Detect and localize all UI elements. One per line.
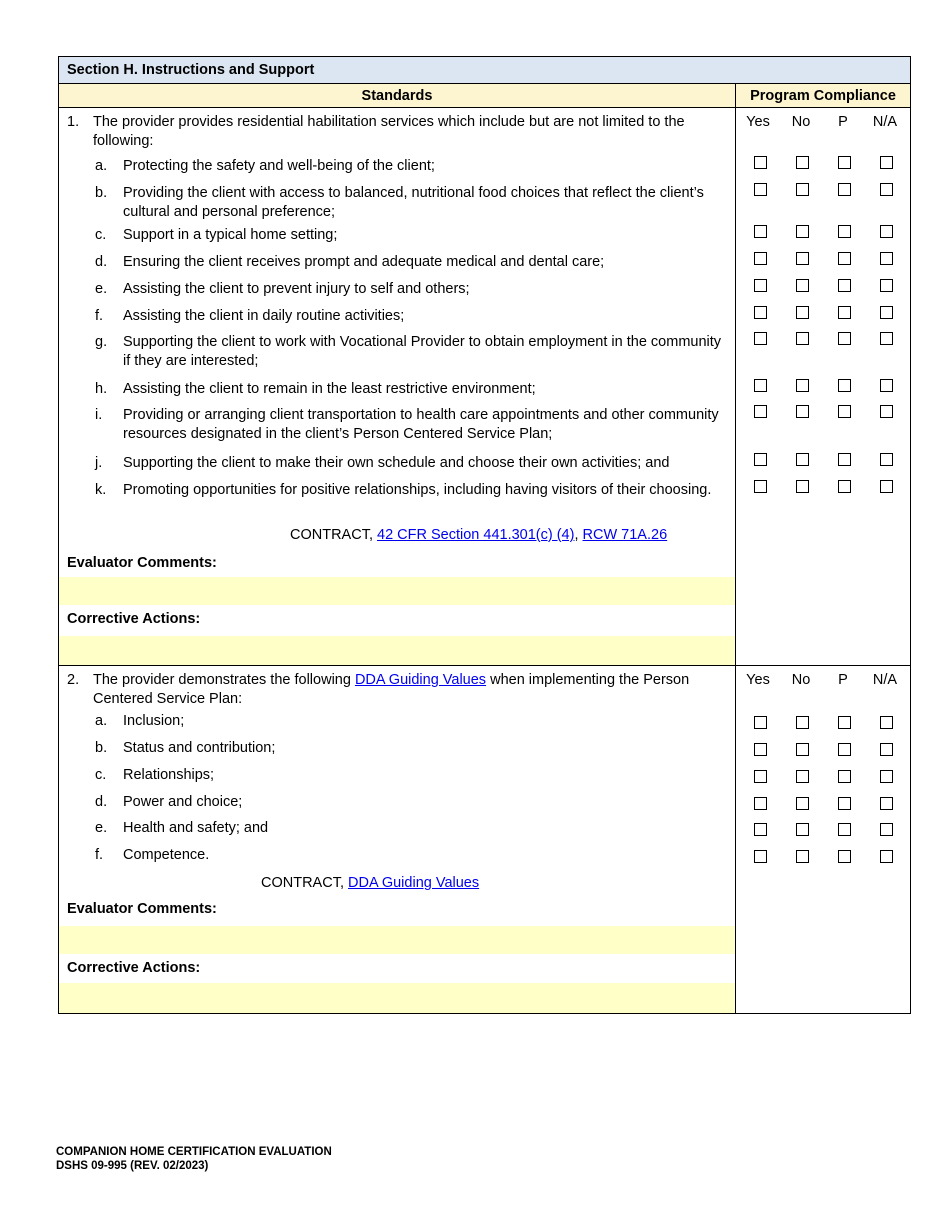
checkbox-no[interactable]	[796, 480, 809, 493]
item-letter: f.	[95, 308, 104, 324]
item-text: Assisting the client to prevent injury to self and others;	[123, 281, 470, 297]
item-text: Providing or arranging client transportation to health care appointments and other community resources designated in the client’s Person Centered Service Plan;	[123, 407, 719, 442]
question-1-compliance	[736, 108, 910, 665]
checkbox-p[interactable]	[838, 332, 851, 345]
checkbox-p[interactable]	[838, 183, 851, 196]
checkbox-p[interactable]	[838, 379, 851, 392]
item-text: Assisting the client to remain in the least restrictive environment;	[123, 381, 536, 397]
checkbox-yes[interactable]	[754, 850, 767, 863]
item-letter: g.	[95, 334, 108, 350]
evaluator-comments-field[interactable]	[59, 576, 735, 606]
item-text: Supporting the client to work with Vocational Provider to obtain employment in the community if they are interested;	[123, 334, 722, 369]
checkbox-yes[interactable]	[754, 743, 767, 756]
option-no-label: No	[791, 114, 811, 130]
checkbox-yes[interactable]	[754, 183, 767, 196]
reference-prefix: CONTRACT,	[261, 875, 348, 891]
checkbox-yes[interactable]	[754, 770, 767, 783]
standard-item	[59, 307, 735, 333]
checkbox-na[interactable]	[880, 743, 893, 756]
checkbox-no[interactable]	[796, 225, 809, 238]
item-letter: b.	[95, 185, 108, 201]
checkbox-no[interactable]	[796, 252, 809, 265]
standard-item	[59, 739, 735, 766]
item-letter: k.	[95, 482, 107, 498]
item-letter: i.	[95, 407, 103, 423]
rcw-link[interactable]: RCW 71A.26	[582, 527, 668, 543]
checkbox-p[interactable]	[838, 797, 851, 810]
option-p-label: P	[838, 672, 848, 688]
item-letter: c.	[95, 767, 107, 783]
cfr-link[interactable]: 42 CFR Section 441.301(c) (4)	[377, 527, 575, 543]
checkbox-p[interactable]	[838, 225, 851, 238]
item-text: Supporting the client to make their own schedule and choose their own activities; and	[123, 455, 670, 471]
reference-line	[59, 872, 735, 898]
checkbox-na[interactable]	[880, 770, 893, 783]
standard-item	[59, 454, 735, 481]
question-2	[59, 666, 735, 712]
checkbox-no[interactable]	[796, 306, 809, 319]
checkbox-yes[interactable]	[754, 823, 767, 836]
checkbox-no[interactable]	[796, 453, 809, 466]
checkbox-no[interactable]	[796, 279, 809, 292]
compliance-options-header	[736, 666, 910, 690]
standard-item	[59, 333, 735, 380]
checkbox-na[interactable]	[880, 279, 893, 292]
question-number: 1.	[67, 114, 80, 130]
checkbox-na[interactable]	[880, 156, 893, 169]
checkbox-na[interactable]	[880, 716, 893, 729]
corrective-actions-field[interactable]	[59, 635, 735, 665]
checkbox-na[interactable]	[880, 379, 893, 392]
checkbox-na[interactable]	[880, 453, 893, 466]
option-no-label: No	[791, 672, 811, 688]
checkbox-no[interactable]	[796, 770, 809, 783]
checkbox-yes[interactable]	[754, 279, 767, 292]
checkbox-yes[interactable]	[754, 306, 767, 319]
option-na-label: N/A	[872, 114, 898, 130]
item-text: Promoting opportunities for positive relationships, including having visitors of their choosing.	[123, 482, 712, 498]
question-text	[93, 671, 727, 712]
question-number: 2.	[67, 672, 80, 688]
checkbox-p[interactable]	[838, 405, 851, 418]
checkbox-no[interactable]	[796, 743, 809, 756]
standard-item	[59, 280, 735, 307]
item-text: Power and choice;	[123, 794, 243, 810]
evaluator-comments-field[interactable]	[59, 926, 735, 955]
standard-item	[59, 406, 735, 454]
checkbox-no[interactable]	[796, 156, 809, 169]
checkbox-p[interactable]	[838, 770, 851, 783]
checkbox-yes[interactable]	[754, 453, 767, 466]
question-1-block	[58, 108, 911, 666]
item-letter: e.	[95, 820, 108, 836]
item-letter: c.	[95, 227, 107, 243]
checkbox-p[interactable]	[838, 716, 851, 729]
checkbox-na[interactable]	[880, 225, 893, 238]
checkbox-yes[interactable]	[754, 379, 767, 392]
standard-item	[59, 226, 735, 253]
section-title: Section H. Instructions and Support	[58, 56, 911, 84]
question-2-compliance	[736, 666, 910, 1013]
item-letter: a.	[95, 713, 108, 729]
item-text: Inclusion;	[123, 713, 185, 729]
checkbox-yes[interactable]	[754, 332, 767, 345]
checkbox-na[interactable]	[880, 823, 893, 836]
checkbox-p[interactable]	[838, 743, 851, 756]
corrective-actions-label: Corrective Actions:	[67, 611, 201, 627]
corrective-actions-label: Corrective Actions:	[67, 960, 201, 976]
item-text: Competence.	[123, 847, 210, 863]
item-letter: e.	[95, 281, 108, 297]
checkbox-no[interactable]	[796, 379, 809, 392]
standard-item	[59, 846, 735, 872]
checkbox-no[interactable]	[796, 797, 809, 810]
reference-separator: ,	[574, 527, 583, 543]
question-text-start: The provider demonstrates the following	[93, 672, 355, 688]
checkbox-p[interactable]	[838, 252, 851, 265]
standard-item	[59, 766, 735, 793]
evaluator-comments-label: Evaluator Comments:	[67, 555, 217, 571]
checkbox-na[interactable]	[880, 797, 893, 810]
checkbox-p[interactable]	[838, 823, 851, 836]
checkbox-p[interactable]	[838, 453, 851, 466]
dda-guiding-values-link[interactable]: DDA Guiding Values	[354, 672, 487, 688]
checkbox-no[interactable]	[796, 405, 809, 418]
item-letter: b.	[95, 740, 108, 756]
checkbox-no[interactable]	[796, 183, 809, 196]
item-letter: a.	[95, 158, 108, 174]
checkbox-p[interactable]	[838, 279, 851, 292]
standard-item	[59, 380, 735, 406]
dda-guiding-values-ref-link[interactable]: DDA Guiding Values	[348, 875, 480, 891]
compliance-column-header: Program Compliance	[750, 87, 896, 104]
checkbox-no[interactable]	[796, 850, 809, 863]
item-text: Assisting the client in daily routine activities;	[123, 308, 405, 324]
checkbox-na[interactable]	[880, 183, 893, 196]
checkbox-na[interactable]	[880, 332, 893, 345]
compliance-options-header	[736, 108, 910, 132]
item-text: Providing the client with access to balanced, nutritional food choices that reflect the client’s cultural and personal preference;	[123, 185, 704, 220]
checkbox-no[interactable]	[796, 332, 809, 345]
checkbox-na[interactable]	[880, 850, 893, 863]
item-text: Ensuring the client receives prompt and adequate medical and dental care;	[123, 254, 605, 270]
item-text: Relationships;	[123, 767, 215, 783]
corrective-actions-field[interactable]	[59, 982, 735, 1013]
checkbox-na[interactable]	[880, 252, 893, 265]
standards-column-header: Standards	[59, 84, 736, 107]
checkbox-na[interactable]	[880, 306, 893, 319]
item-text: Support in a typical home setting;	[123, 227, 338, 243]
question-text: The provider provides residential habilitation services which include but are not limited to the following:	[93, 114, 685, 149]
option-na-label: N/A	[872, 672, 898, 688]
checkbox-yes[interactable]	[754, 156, 767, 169]
checkbox-p[interactable]	[838, 850, 851, 863]
item-text: Status and contribution;	[123, 740, 276, 756]
item-letter: d.	[95, 794, 108, 810]
item-letter: j.	[95, 455, 103, 471]
standard-item	[59, 712, 735, 739]
standard-item	[59, 157, 735, 184]
reference-prefix: CONTRACT,	[290, 527, 377, 543]
standard-item	[59, 253, 735, 280]
standard-item	[59, 481, 735, 524]
question-text-end: when implementing the Person Centered Service Plan:	[93, 672, 690, 707]
option-yes-label: Yes	[746, 672, 770, 688]
option-yes-label: Yes	[746, 114, 770, 130]
item-text: Protecting the safety and well-being of the client;	[123, 158, 435, 174]
checkbox-yes[interactable]	[754, 480, 767, 493]
reference-line	[59, 524, 735, 552]
form-title: COMPANION HOME CERTIFICATION EVALUATION	[56, 1146, 332, 1158]
standard-item	[59, 184, 735, 226]
evaluator-comments-label: Evaluator Comments:	[67, 901, 217, 917]
checkbox-yes[interactable]	[754, 405, 767, 418]
standard-item	[59, 819, 735, 846]
standard-item	[59, 793, 735, 819]
item-text: Health and safety; and	[123, 820, 269, 836]
question-2-block	[58, 666, 911, 1014]
form-footer	[56, 1145, 332, 1173]
question-1	[59, 108, 735, 157]
item-letter: h.	[95, 381, 108, 397]
evaluation-form	[58, 56, 911, 1014]
checkbox-na[interactable]	[880, 480, 893, 493]
checkbox-na[interactable]	[880, 405, 893, 418]
checkbox-yes[interactable]	[754, 252, 767, 265]
checkbox-yes[interactable]	[754, 716, 767, 729]
checkbox-no[interactable]	[796, 716, 809, 729]
option-p-label: P	[838, 114, 848, 130]
checkbox-p[interactable]	[838, 306, 851, 319]
checkbox-p[interactable]	[838, 480, 851, 493]
checkbox-no[interactable]	[796, 823, 809, 836]
checkbox-p[interactable]	[838, 156, 851, 169]
checkbox-yes[interactable]	[754, 797, 767, 810]
item-letter: d.	[95, 254, 108, 270]
column-header-row	[58, 84, 911, 108]
item-letter: f.	[95, 847, 104, 863]
form-number: DSHS 09-995 (REV. 02/2023)	[56, 1160, 209, 1172]
checkbox-yes[interactable]	[754, 225, 767, 238]
